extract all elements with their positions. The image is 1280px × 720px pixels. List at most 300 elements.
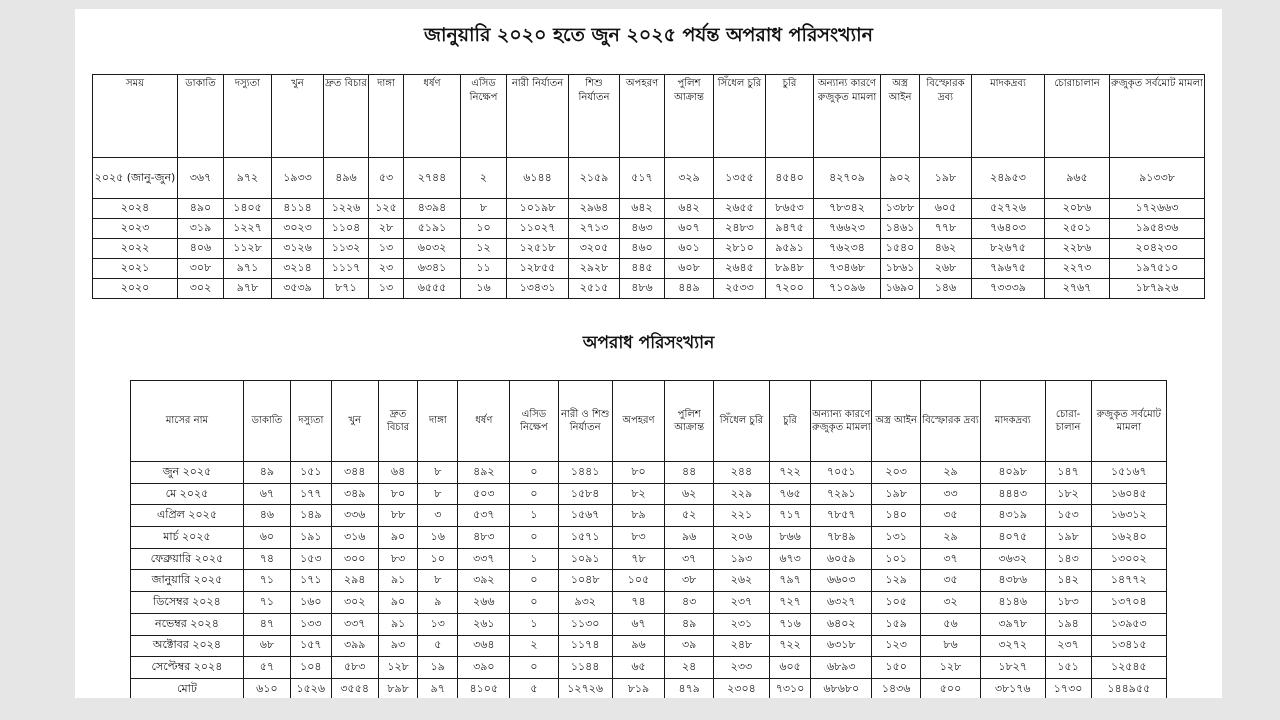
column-header: পুলিশ আক্রান্ত: [665, 75, 714, 158]
table-cell: ১৭৭: [290, 483, 331, 505]
table-cell: ৯৬: [665, 527, 714, 549]
table-cell: ৮০: [612, 462, 664, 484]
column-header: চোরাচালান: [1045, 75, 1110, 158]
table-cell: ১৯৪: [1045, 613, 1091, 635]
table-cell: ৮২: [612, 483, 664, 505]
table-cell: ৩: [418, 505, 458, 527]
table-cell: ৬৭: [243, 483, 290, 505]
table-cell: ১৫৬৭: [558, 505, 612, 527]
table-cell: ১৪০৫: [224, 199, 272, 219]
table-cell: ২৩০৪: [714, 678, 769, 698]
table-cell: ১৭২৬৬৩: [1110, 199, 1205, 219]
table-cell: ৩১৬: [331, 527, 378, 549]
table-cell: ৭৯৬৭৫: [972, 259, 1045, 279]
table-cell: ৪৯০: [178, 199, 224, 219]
table-row: [131, 483, 1167, 505]
column-header: রুজুকৃত সর্বমোট মামলা: [1091, 381, 1166, 462]
column-header: মাসের নাম: [131, 381, 244, 462]
table-cell: ৪০৯৮: [980, 462, 1045, 484]
table-cell: ১৪৬: [920, 279, 972, 299]
table-cell: ২২৯: [714, 483, 769, 505]
table-cell: ৭২৯১: [811, 483, 872, 505]
table-cell: ২৯: [921, 527, 981, 549]
table-cell: ১২২৭: [224, 219, 272, 239]
table-cell: ৬৪০২: [811, 613, 872, 635]
table-cell: ৯: [418, 592, 458, 614]
table-cell: ১২৮: [378, 657, 418, 679]
table-cell: ১২৭২৬: [558, 678, 612, 698]
table-cell: ৯৩: [378, 635, 418, 657]
table-row: [131, 570, 1167, 592]
table-cell: ৩২: [921, 592, 981, 614]
table-row: [131, 635, 1167, 657]
row-label-cell: মোট: [131, 678, 244, 698]
table-cell: ১২২৬: [324, 199, 369, 219]
table-cell: ১৩১: [872, 527, 921, 549]
table-cell: ৯১: [378, 613, 418, 635]
table-cell: ৩৯৭৮: [980, 613, 1045, 635]
table-cell: ৫৩৭: [458, 505, 510, 527]
row-label-cell: ২০২১: [93, 259, 178, 279]
table-cell: ৮৬৬: [769, 527, 811, 549]
table-cell: ৬৩৪১: [404, 259, 461, 279]
table-cell: ৭৩১০: [769, 678, 811, 698]
table-cell: ১৬: [461, 279, 507, 299]
table-cell: ০: [510, 462, 558, 484]
table-cell: ১১৭৪: [558, 635, 612, 657]
table-cell: ২০৩: [872, 462, 921, 484]
column-header: দস্যুতা: [290, 381, 331, 462]
table-cell: ০: [510, 483, 558, 505]
table-cell: ১২৫১৮: [507, 239, 569, 259]
table-cell: ৮৯৪৮: [766, 259, 814, 279]
table-row: [131, 505, 1167, 527]
table-cell: ৪০৬: [178, 239, 224, 259]
table-cell: ১৪৯: [290, 505, 331, 527]
table-cell: ৮৩: [612, 527, 664, 549]
table-cell: ১৩৪১৫: [1091, 635, 1166, 657]
row-label-cell: ২০২২: [93, 239, 178, 259]
table-cell: ১৪৩: [1045, 548, 1091, 570]
table-cell: ৩৯০: [458, 657, 510, 679]
column-header: মাদকদ্রব্য: [980, 381, 1045, 462]
table-cell: ৬২: [665, 483, 714, 505]
column-header: অপহরণ: [620, 75, 665, 158]
table-cell: ৪৬০: [620, 239, 665, 259]
table-cell: ১৪৬১: [881, 219, 920, 239]
table-row: [131, 592, 1167, 614]
table-cell: ৯০: [378, 592, 418, 614]
table-cell: ৪৬: [243, 505, 290, 527]
table-cell: ৬৪: [378, 462, 418, 484]
table-cell: ২৩১: [714, 613, 769, 635]
table-cell: ১: [510, 613, 558, 635]
table-cell: ১১০৪: [324, 219, 369, 239]
column-header: চুরি: [769, 381, 811, 462]
table-cell: ৭৮৪৯: [811, 527, 872, 549]
table-cell: ২০৪২৩০: [1110, 239, 1205, 259]
table-cell: ১২৫: [369, 199, 404, 219]
table-cell: ৪০৭৫: [980, 527, 1045, 549]
table-row: [93, 259, 1205, 279]
table-cell: ৯৭১: [224, 259, 272, 279]
table-cell: ৪৩: [665, 592, 714, 614]
table-cell: ১০৫: [612, 570, 664, 592]
table-cell: ৩২৯: [665, 158, 714, 199]
column-header: দাঙ্গা: [418, 381, 458, 462]
table-cell: ৯৬: [612, 635, 664, 657]
table-cell: ৮: [418, 483, 458, 505]
table-cell: ২৭১৩: [569, 219, 620, 239]
table-cell: ১৯৮: [920, 158, 972, 199]
table-cell: ১০: [461, 219, 507, 239]
table-cell: ৬১০: [243, 678, 290, 698]
column-header: সময়: [93, 75, 178, 158]
table-cell: ১৯৩: [714, 548, 769, 570]
table-cell: ১৩৪৩১: [507, 279, 569, 299]
column-header: ধর্ষণ: [458, 381, 510, 462]
table-cell: ১১৩২: [324, 239, 369, 259]
table-cell: ২৫১৫: [569, 279, 620, 299]
table-cell: ৭১৭: [769, 505, 811, 527]
column-header: খুন: [331, 381, 378, 462]
table-row: [131, 613, 1167, 635]
table-cell: ৭৮৩৪২: [814, 199, 881, 219]
table-cell: ১৮২: [1045, 483, 1091, 505]
table-cell: ৪৩৯৪: [404, 199, 461, 219]
table-cell: ৬৮৯৩: [811, 657, 872, 679]
table-cell: ৫২: [665, 505, 714, 527]
table-cell: ১৫৪০: [881, 239, 920, 259]
table-cell: ২৩৭: [1045, 635, 1091, 657]
table-cell: ৩০২৩: [272, 219, 324, 239]
table-cell: ২৫৩৩: [714, 279, 766, 299]
table-cell: ৩৭: [921, 548, 981, 570]
row-label-cell: ডিসেম্বর ২০২৪: [131, 592, 244, 614]
row-label-cell: ২০২০: [93, 279, 178, 299]
column-header: শিশু নির্যাতন: [569, 75, 620, 158]
table-cell: ৩৫: [921, 505, 981, 527]
column-header: এসিড নিক্ষেপ: [510, 381, 558, 462]
table-cell: ৩০০: [331, 548, 378, 570]
table-cell: ৪৫৪০: [766, 158, 814, 199]
row-label-cell: নভেম্বর ২০২৪: [131, 613, 244, 635]
table-cell: ৩৫৫৪: [331, 678, 378, 698]
table-cell: ৪৯২: [458, 462, 510, 484]
row-label-cell: এপ্রিল ২০২৫: [131, 505, 244, 527]
table-cell: ৩৭: [665, 548, 714, 570]
table-cell: ১৯৮: [872, 483, 921, 505]
section-title: অপরাধ পরিসংখ্যান: [582, 333, 715, 353]
table-cell: ১০৯১: [558, 548, 612, 570]
table-cell: ৩৩৬: [331, 505, 378, 527]
table-cell: ৩১২৬: [272, 239, 324, 259]
table-cell: ৮৯৮: [378, 678, 418, 698]
column-header: চোরা-চালান: [1045, 381, 1091, 462]
table-cell: ১৩৩: [290, 613, 331, 635]
table-cell: ১২৯: [872, 570, 921, 592]
table-cell: ১৮৩: [1045, 592, 1091, 614]
table-cell: ১৬২৪০: [1091, 527, 1166, 549]
column-header: খুন: [272, 75, 324, 158]
table-cell: ৭১: [243, 570, 290, 592]
table-cell: ২৮১০: [714, 239, 766, 259]
table-cell: ১২৮: [921, 657, 981, 679]
table-cell: ৯৫৯১: [766, 239, 814, 259]
table-cell: ৫: [510, 678, 558, 698]
table-cell: ৪৯: [665, 613, 714, 635]
row-label-cell: জানুয়ারি ২০২৫: [131, 570, 244, 592]
table-cell: ৯৩২: [558, 592, 612, 614]
row-label-cell: ফেব্রুয়ারি ২০২৫: [131, 548, 244, 570]
table-cell: ১৮৬১: [881, 259, 920, 279]
table-cell: ৩৯২: [458, 570, 510, 592]
column-header: ডাকাতি: [178, 75, 224, 158]
table-cell: ২৯৪: [331, 570, 378, 592]
table-cell: ৫০৩: [458, 483, 510, 505]
document-title: জানুয়ারি ২০২০ হতে জুন ২০২৫ পর্যন্ত অপরাধ পরিসংখ্যান: [423, 24, 873, 46]
table-cell: ৭৮: [612, 548, 664, 570]
table-row: [131, 657, 1167, 679]
table-cell: ১০৫: [872, 592, 921, 614]
table-cell: ৫: [418, 635, 458, 657]
table-cell: ০: [510, 527, 558, 549]
table-cell: ১৫১: [290, 462, 331, 484]
table-cell: ১১০২৭: [507, 219, 569, 239]
table-cell: ১২৩: [872, 635, 921, 657]
column-header: দাঙ্গা: [369, 75, 404, 158]
yearly-table-header-row: [93, 75, 1205, 158]
table-cell: ৬১৪৪: [507, 158, 569, 199]
table-cell: ৩২১৪: [272, 259, 324, 279]
table-cell: ৪৩৮৬: [980, 570, 1045, 592]
table-cell: ৯০: [378, 527, 418, 549]
row-label-cell: অক্টোবর ২০২৪: [131, 635, 244, 657]
table-cell: ১৫২৬: [290, 678, 331, 698]
table-cell: ১৭১: [290, 570, 331, 592]
table-cell: ৪৯৬: [324, 158, 369, 199]
table-cell: ৪৪৯: [665, 279, 714, 299]
table-cell: ৩৯৯: [331, 635, 378, 657]
table-cell: ১৩৭০৪: [1091, 592, 1166, 614]
table-cell: ৪৮৬: [620, 279, 665, 299]
table-cell: ৭৯৭: [769, 570, 811, 592]
table-cell: ৩৬৪: [458, 635, 510, 657]
table-cell: ১৫১৬৭: [1091, 462, 1166, 484]
table-cell: ২২৭৩: [1045, 259, 1110, 279]
row-label-cell: ২০২৪: [93, 199, 178, 219]
table-cell: ২০৮৬: [1045, 199, 1110, 219]
table-cell: ১২৮৫৫: [507, 259, 569, 279]
table-cell: ৩০২: [331, 592, 378, 614]
row-label-cell: মার্চ ২০২৫: [131, 527, 244, 549]
table-cell: ২৬৬: [458, 592, 510, 614]
table-cell: ১৬০: [290, 592, 331, 614]
table-cell: ১১২৮: [224, 239, 272, 259]
table-cell: ১৫৯: [872, 613, 921, 635]
table-cell: ৭৮৫৭: [811, 505, 872, 527]
table-cell: ৪৩১৯: [980, 505, 1045, 527]
table-cell: ১০১: [872, 548, 921, 570]
table-cell: ৭৩৪৬৮: [814, 259, 881, 279]
table-cell: ৪৬২: [920, 239, 972, 259]
table-cell: ২৪৮৩: [714, 219, 766, 239]
table-cell: ১৭৩০: [1045, 678, 1091, 698]
table-cell: ৩০২: [178, 279, 224, 299]
table-cell: ৮৬৫৩: [766, 199, 814, 219]
table-cell: ১১১৭: [324, 259, 369, 279]
table-cell: ১৩০০২: [1091, 548, 1166, 570]
table-cell: ১৩: [418, 613, 458, 635]
table-cell: ৮৬: [921, 635, 981, 657]
table-cell: ২৪৯৫৩: [972, 158, 1045, 199]
table-cell: ৪১১৪: [272, 199, 324, 219]
table-cell: ১০৪৮: [558, 570, 612, 592]
table-cell: ৯৭২: [224, 158, 272, 199]
table-cell: ২৬১: [458, 613, 510, 635]
table-cell: ৭৬৫: [769, 483, 811, 505]
table-cell: ৯১: [378, 570, 418, 592]
row-label-cell: সেপ্টেম্বর ২০২৪: [131, 657, 244, 679]
table-cell: ৬৫: [612, 657, 664, 679]
table-cell: ৫১৯১: [404, 219, 461, 239]
table-cell: ৩৩৭: [458, 548, 510, 570]
table-cell: ১৩: [369, 239, 404, 259]
table-cell: ১৩৮৮: [881, 199, 920, 219]
column-header: বিস্ফোরক দ্রব্য: [921, 381, 981, 462]
table-cell: ১০১৯৮: [507, 199, 569, 219]
table-row: [93, 158, 1205, 199]
table-cell: ৬৮: [243, 635, 290, 657]
table-cell: ৬০১: [665, 239, 714, 259]
table-cell: ১৩৯৫৩: [1091, 613, 1166, 635]
table-cell: ৬০৮: [665, 259, 714, 279]
row-label-cell: ২০২৫ (জানু-জুন): [93, 158, 178, 199]
table-cell: ০: [510, 592, 558, 614]
table-cell: ৭৩৩৩৯: [972, 279, 1045, 299]
column-header: দ্রুত বিচার: [324, 75, 369, 158]
column-header: এসিড নিক্ষেপ: [461, 75, 507, 158]
table-cell: ১: [510, 505, 558, 527]
table-cell: ৮০: [378, 483, 418, 505]
table-cell: ১৬৩১২: [1091, 505, 1166, 527]
table-cell: ২৭৪৪: [404, 158, 461, 199]
table-cell: ৭৬৪০৩: [972, 219, 1045, 239]
table-cell: ৬০৭: [665, 219, 714, 239]
table-cell: ২৪৮: [714, 635, 769, 657]
table-cell: ৬৪২: [665, 199, 714, 219]
table-cell: ৫৭: [243, 657, 290, 679]
table-cell: ৫২৭২৬: [972, 199, 1045, 219]
table-cell: ১৮২৭: [980, 657, 1045, 679]
table-cell: ২০৬: [714, 527, 769, 549]
column-header: অপহরণ: [612, 381, 664, 462]
column-header: সিঁধেল চুরি: [714, 381, 769, 462]
table-cell: ৩৩: [921, 483, 981, 505]
table-cell: ২৬৫৫: [714, 199, 766, 219]
column-header: রুজুকৃত সর্বমোট মামলা: [1110, 75, 1205, 158]
table-cell: ৭৪: [243, 548, 290, 570]
table-cell: ১১৪৪: [558, 657, 612, 679]
column-header: অন্যান্য কারণে রুজুকৃত মামলা: [814, 75, 881, 158]
table-cell: ১২৫৪৫: [1091, 657, 1166, 679]
table-cell: ২৯: [921, 462, 981, 484]
table-cell: ৪৭: [243, 613, 290, 635]
table-cell: ৮৯: [612, 505, 664, 527]
table-cell: ৫৬: [921, 613, 981, 635]
table-cell: ৭১৬: [769, 613, 811, 635]
table-cell: ৯১৩৩৮: [1110, 158, 1205, 199]
column-header: অস্ত্র আইন: [881, 75, 920, 158]
column-header: মাদকদ্রব্য: [972, 75, 1045, 158]
row-label-cell: জুন ২০২৫: [131, 462, 244, 484]
table-row: [93, 279, 1205, 299]
table-cell: ১৩৫৫: [714, 158, 766, 199]
table-cell: ৭৪: [612, 592, 664, 614]
table-cell: ১: [510, 548, 558, 570]
table-cell: ৬৩১৮: [811, 635, 872, 657]
table-cell: ৪১০৫: [458, 678, 510, 698]
row-label-cell: মে ২০২৫: [131, 483, 244, 505]
table-cell: ১৯১: [290, 527, 331, 549]
table-cell: ৭২২: [769, 635, 811, 657]
column-header: দ্রুত বিচার: [378, 381, 418, 462]
table-row: [131, 548, 1167, 570]
table-cell: ৩৫৩৯: [272, 279, 324, 299]
table-cell: ৬৬০৩: [811, 570, 872, 592]
table-cell: ১১: [461, 259, 507, 279]
table-cell: ৬০৫: [920, 199, 972, 219]
table-cell: ৯০২: [881, 158, 920, 199]
table-cell: ২৬২: [714, 570, 769, 592]
table-cell: ৬৭: [612, 613, 664, 635]
table-cell: ৪৪৫: [620, 259, 665, 279]
table-cell: ১৪৪১: [558, 462, 612, 484]
table-cell: ৭১০৯৬: [814, 279, 881, 299]
table-cell: ২৩: [369, 259, 404, 279]
table-cell: ৭৬২৩৪: [814, 239, 881, 259]
table-cell: ১৫৭১: [558, 527, 612, 549]
table-cell: ১০: [418, 548, 458, 570]
table-cell: ২৯৬৪: [569, 199, 620, 219]
table-cell: ২৪: [665, 657, 714, 679]
table-cell: ৪৭৯: [665, 678, 714, 698]
table-cell: ৩৮: [665, 570, 714, 592]
table-cell: ০: [510, 570, 558, 592]
table-cell: ২৬৮: [920, 259, 972, 279]
column-header: ধর্ষণ: [404, 75, 461, 158]
table-cell: ২৯২৮: [569, 259, 620, 279]
table-cell: ২১৫৯: [569, 158, 620, 199]
table-cell: ৪৪: [665, 462, 714, 484]
table-cell: ৫১৭: [620, 158, 665, 199]
table-cell: ৭৬৬২৩: [814, 219, 881, 239]
table-cell: ২২৮৬: [1045, 239, 1110, 259]
table-cell: ৬৪২: [620, 199, 665, 219]
table-cell: ২৪৪: [714, 462, 769, 484]
table-cell: ৮: [418, 570, 458, 592]
monthly-crime-table: [130, 380, 1167, 698]
table-cell: ১৪৩৬: [872, 678, 921, 698]
table-cell: ১৫৭: [290, 635, 331, 657]
table-row: [131, 678, 1167, 698]
table-row: [131, 527, 1167, 549]
table-cell: ২৩৭: [714, 592, 769, 614]
table-cell: ০: [510, 657, 558, 679]
table-cell: ১৩: [369, 279, 404, 299]
table-cell: ৬৭৩: [769, 548, 811, 570]
table-cell: ৪৮৩: [458, 527, 510, 549]
